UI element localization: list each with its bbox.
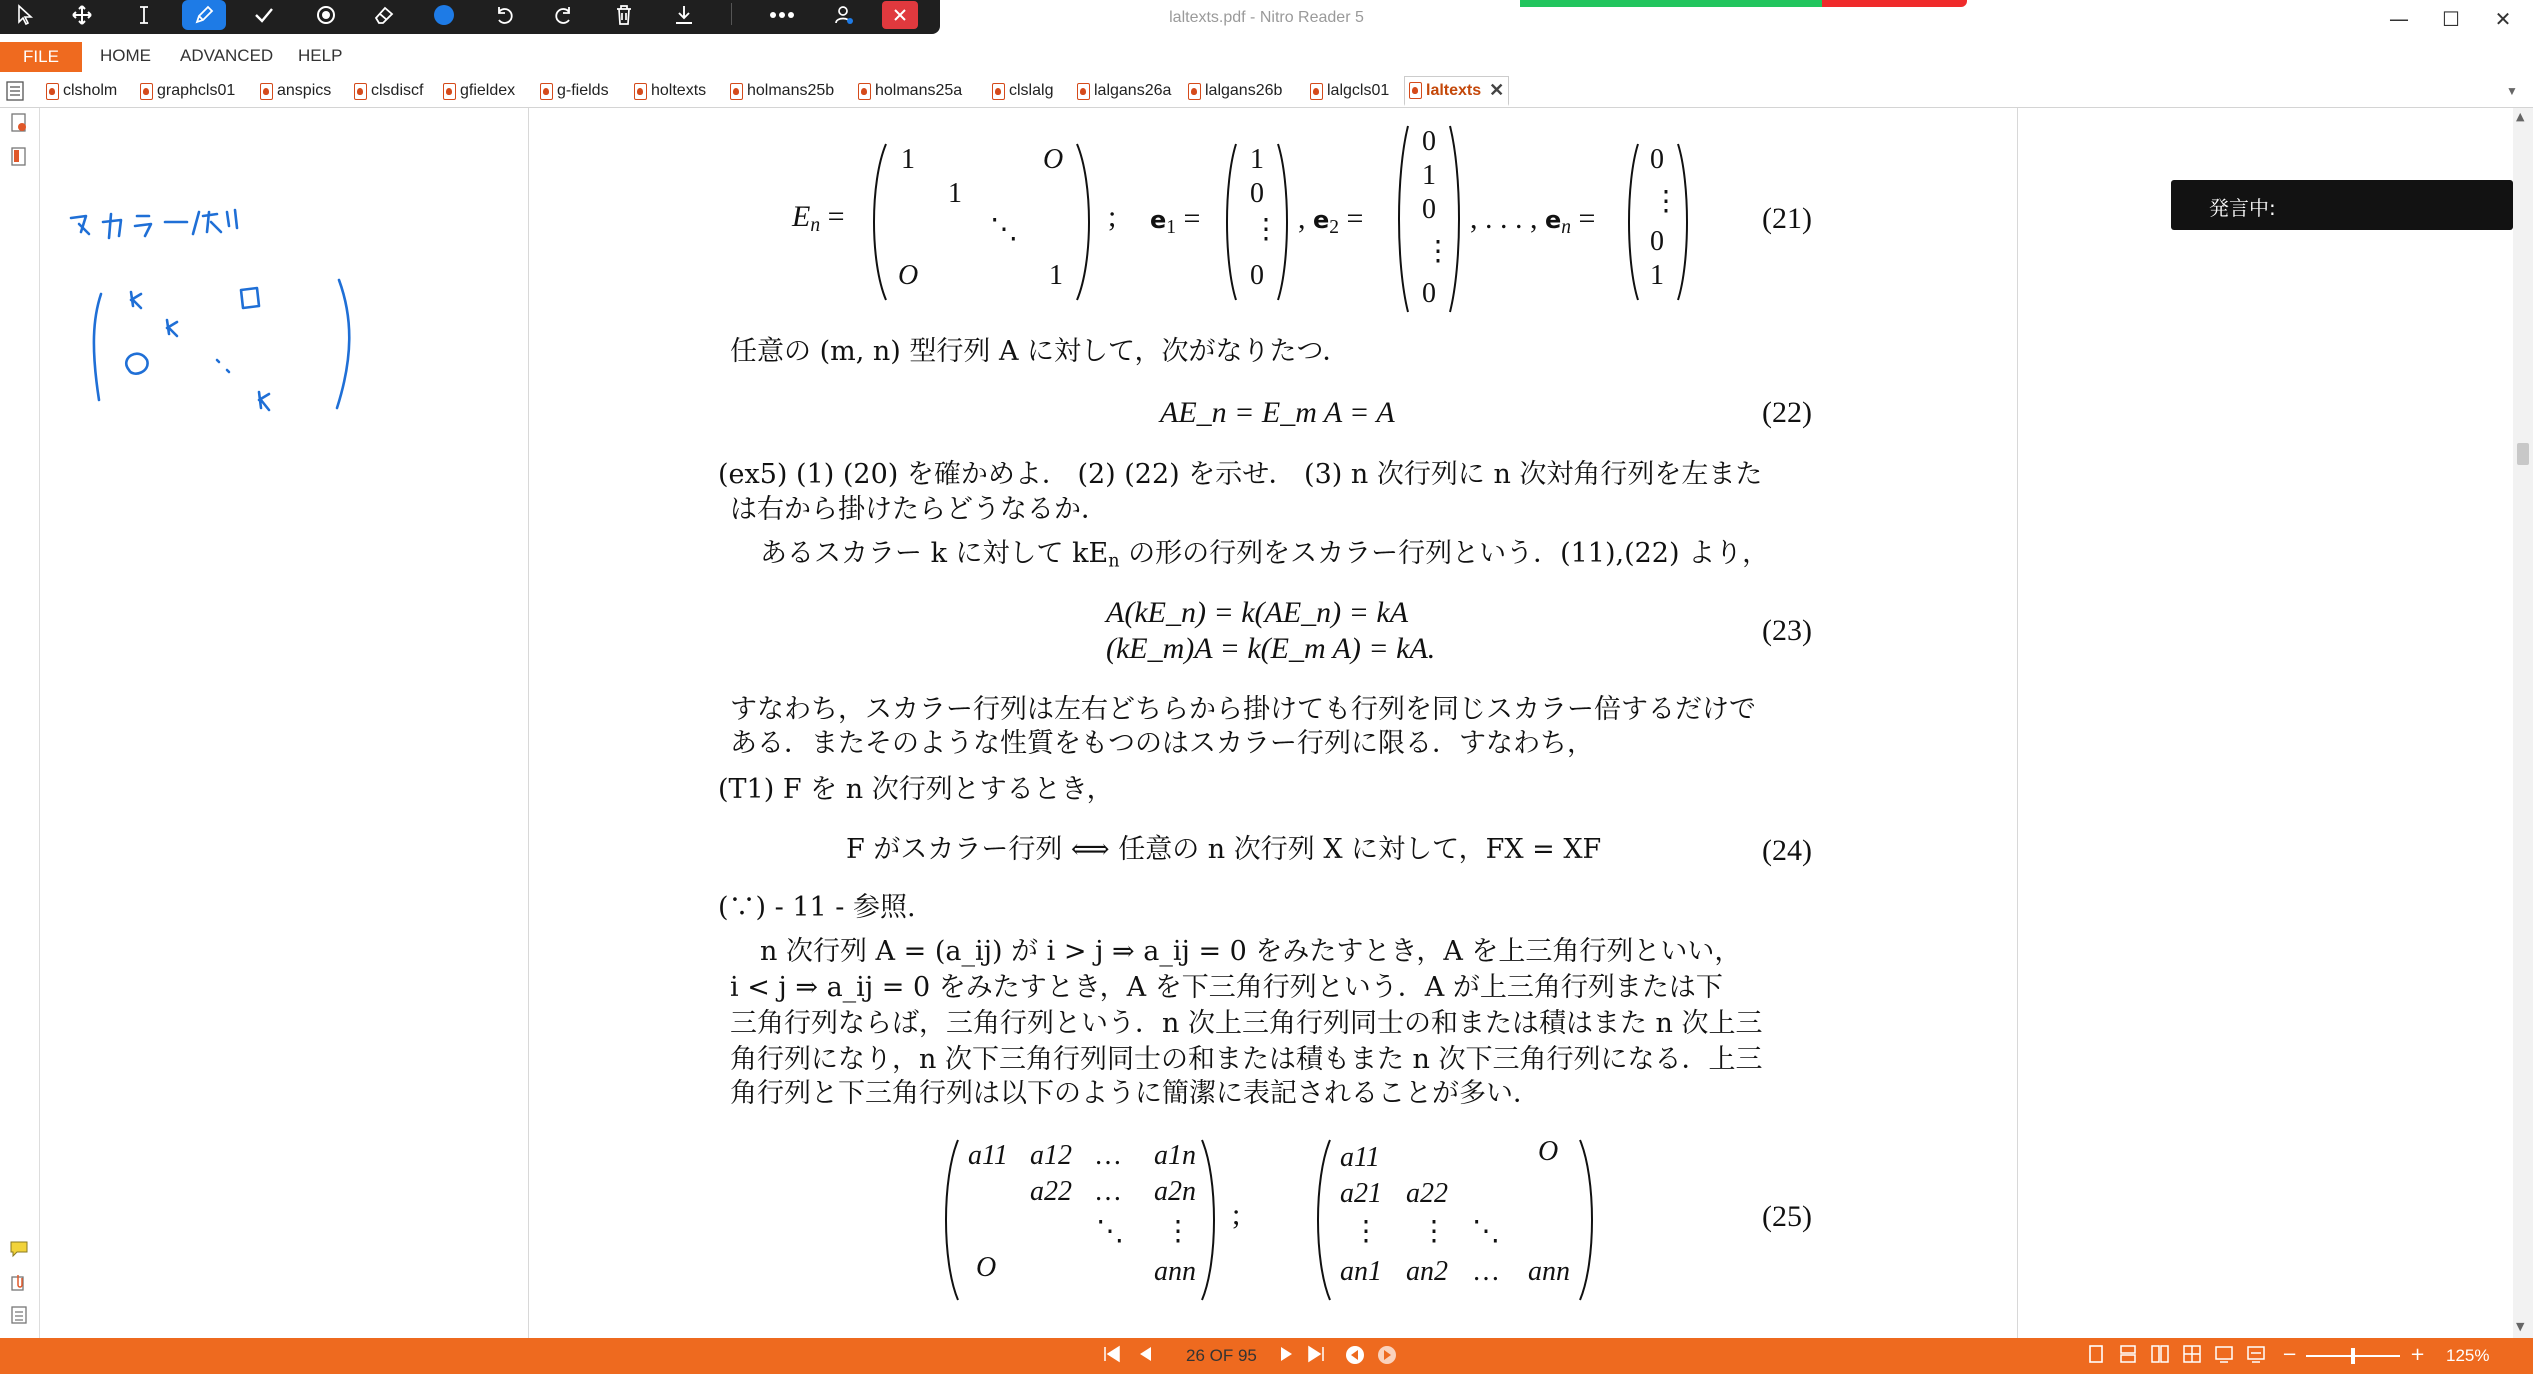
matrix-cell: 1 xyxy=(948,178,962,209)
paragraph-2: あるスカラー k に対して $kE_n$ の形の行列をスカラー行列という．(11),(22) より， xyxy=(760,538,1770,572)
first-page-icon[interactable] xyxy=(1102,1344,1122,1369)
matrix-cell: … xyxy=(1094,1176,1122,1207)
tab-holtexts[interactable]: holtexts xyxy=(634,76,706,106)
pdf-file-icon xyxy=(540,83,553,100)
matrix-cell: a22 xyxy=(1030,1176,1072,1207)
tab-list-icon[interactable] xyxy=(6,76,24,106)
paragraph-4-line-2: i < j ⇒ a_ij = 0 をみたすとき，A を下三角行列という．A が上三角行列または下 xyxy=(730,972,1723,1003)
matrix-cell: a1n xyxy=(1154,1140,1196,1171)
paragraph-3-line-1: すなわち，スカラー行列は左右どちらから掛けても行列を同じスカラー倍するだけで xyxy=(730,694,1756,725)
paragraph-3-line-2: ある．またそのような性質をもつのはスカラー行列に限る．すなわち， xyxy=(730,728,1594,759)
next-page-icon[interactable] xyxy=(1278,1344,1296,1369)
reference-note: (∵) - 11 - 参照. xyxy=(718,892,916,923)
right-paren xyxy=(1276,142,1292,302)
document-tab-bar xyxy=(0,74,2533,108)
pdf-file-icon xyxy=(858,83,871,100)
comments-panel-icon[interactable] xyxy=(8,1238,30,1260)
stamp-icon[interactable] xyxy=(306,0,346,30)
eraser-icon[interactable] xyxy=(364,0,404,30)
user-icon[interactable] xyxy=(824,0,864,30)
matrix-cell: a21 xyxy=(1340,1178,1382,1209)
matrix-cell: … xyxy=(1472,1256,1500,1287)
right-paren xyxy=(1200,1138,1220,1302)
eq21-lhs: $E_n$ = xyxy=(792,200,845,236)
single-page-view-icon[interactable] xyxy=(2086,1344,2106,1369)
paragraph-4-line-4: 角行列になり，n 次下三角行列同士の和または積もまた n 次下三角行列になる．上三 xyxy=(730,1044,1763,1075)
menu-help[interactable]: HELP xyxy=(298,46,343,65)
pen-toolbar xyxy=(0,0,940,34)
matrix-cell: ann xyxy=(1528,1256,1570,1287)
move-icon[interactable] xyxy=(62,0,102,30)
vector-cell: 0 xyxy=(1422,278,1436,309)
pdf-file-icon xyxy=(1310,83,1323,100)
tab-holmans25a[interactable]: holmans25a xyxy=(858,76,962,106)
semicolon: ; xyxy=(1232,1198,1241,1231)
pdf-file-icon xyxy=(634,83,647,100)
tab-holmans25b[interactable]: holmans25b xyxy=(730,76,834,106)
handwritten-scalar-matrix-sketch xyxy=(41,108,529,508)
tab-laltexts[interactable]: laltexts ✕ xyxy=(1404,76,1509,106)
tab-overflow-chevron-icon[interactable]: ▼ xyxy=(2506,84,2518,98)
matrix-cell: 1 xyxy=(901,144,915,175)
right-paren xyxy=(1448,124,1464,314)
left-paren xyxy=(1394,124,1410,314)
vector-cell: ⋮ xyxy=(1424,236,1452,267)
tab-lalgcls01[interactable]: lalgcls01 xyxy=(1310,76,1389,106)
menu-home[interactable]: HOME xyxy=(100,46,151,65)
menu-advanced[interactable]: ADVANCED xyxy=(180,46,274,65)
last-page-icon[interactable] xyxy=(1306,1344,1326,1369)
facing-continuous-view-icon[interactable] xyxy=(2182,1344,2202,1369)
paragraph-4-line-3: 三角行列ならば，三角行列という．n 次上三角行列同士の和または積はまた n 次上三 xyxy=(730,1008,1763,1039)
equation-23-line-1: A(kE_n) = k(AE_n) = kA xyxy=(1106,596,1409,629)
exercise-5-line-1: (ex5) (1) (20) を確かめよ． (2) (22) を示せ． (3) n 次行列に n 次対角行列を左また xyxy=(718,459,1763,490)
semicolon: ; xyxy=(1108,200,1117,233)
vector-cell: 0 xyxy=(1250,178,1264,209)
minimize-button[interactable]: — xyxy=(2389,7,2409,31)
close-window-button[interactable]: ✕ xyxy=(2494,7,2512,31)
right-paren xyxy=(1578,1138,1598,1302)
matrix-cell: ⋱ xyxy=(1472,1216,1500,1247)
speaking-indicator: 発言中: xyxy=(2171,180,2513,230)
recording-indicator xyxy=(1520,0,1967,7)
status-bar xyxy=(0,1338,2533,1374)
matrix-cell: a11 xyxy=(968,1140,1008,1171)
vector-cell: 0 xyxy=(1650,144,1664,175)
zoom-out-icon[interactable]: − xyxy=(2282,1344,2298,1365)
vector-cell: ⋮ xyxy=(1252,214,1280,245)
tab-graphcls01[interactable]: graphcls01 xyxy=(140,76,235,106)
pdf-file-icon xyxy=(992,83,1005,100)
tab-lalgans26b[interactable]: lalgans26b xyxy=(1188,76,1282,106)
matrix-cell: ⋱ xyxy=(1096,1216,1124,1247)
matrix-cell: an2 xyxy=(1406,1256,1448,1287)
vertical-scrollbar[interactable] xyxy=(2513,108,2533,1338)
color-dot-icon[interactable] xyxy=(424,0,464,30)
tab-g-fields[interactable]: g-fields xyxy=(540,76,609,106)
left-panel-rail xyxy=(0,108,40,1338)
tab-lalgans26a[interactable]: lalgans26a xyxy=(1077,76,1171,106)
continuous-view-icon[interactable] xyxy=(2118,1344,2138,1369)
close-tab-icon[interactable]: ✕ xyxy=(1489,80,1505,100)
download-icon[interactable] xyxy=(664,0,704,30)
equation-number-21: (21) xyxy=(1762,202,1812,235)
vector-cell: 0 xyxy=(1422,194,1436,225)
redo-icon[interactable] xyxy=(544,0,584,30)
matrix-cell: ann xyxy=(1154,1256,1196,1287)
pen-icon[interactable] xyxy=(182,0,226,30)
matrix-cell: ⋮ xyxy=(1164,1216,1192,1247)
menu-bar xyxy=(0,42,2533,72)
window-title: laltexts.pdf - Nitro Reader 5 xyxy=(1169,9,1364,26)
vector-cell: 1 xyxy=(1650,260,1664,291)
right-margin-area xyxy=(2019,108,2513,1338)
matrix-cell: O xyxy=(1043,144,1064,175)
pdf-file-icon xyxy=(46,83,59,100)
matrix-cell: ⋱ xyxy=(990,214,1018,245)
vector-cell: 0 xyxy=(1422,126,1436,157)
tab-clsdiscf[interactable]: clsdiscf xyxy=(354,76,423,106)
tab-anspics[interactable]: anspics xyxy=(260,76,331,106)
pdf-file-icon xyxy=(354,83,367,100)
handwritten-notes-panel[interactable] xyxy=(41,108,529,1338)
vector-cell: 0 xyxy=(1650,226,1664,257)
matrix-cell: an1 xyxy=(1340,1256,1382,1287)
tab-clsholm[interactable]: clsholm xyxy=(46,76,117,106)
tab-clslalg[interactable]: clslalg xyxy=(992,76,1053,106)
select-arrow-icon[interactable] xyxy=(6,0,46,30)
check-icon[interactable] xyxy=(244,0,284,30)
left-paren xyxy=(868,142,888,302)
theorem-t1: (T1) F を n 次行列とするとき， xyxy=(718,774,1114,805)
matrix-cell: a22 xyxy=(1406,1178,1448,1209)
scroll-down-icon[interactable]: ▼ xyxy=(2516,1320,2525,1333)
left-paren xyxy=(1222,142,1238,302)
zoom-level[interactable]: 125% xyxy=(2446,1346,2490,1365)
left-paren xyxy=(1312,1138,1332,1302)
undo-icon[interactable] xyxy=(484,0,524,30)
equation-24: F がスカラー行列 ⟺ 任意の n 次行列 X に対して，FX = XF xyxy=(846,834,1602,865)
zoom-slider-knob[interactable] xyxy=(2351,1348,2355,1364)
output-panel-icon[interactable] xyxy=(8,1304,30,1326)
pdf-file-icon xyxy=(1077,83,1090,100)
pages-panel-icon[interactable] xyxy=(8,112,30,134)
trash-icon[interactable] xyxy=(604,0,644,30)
vector-cell: ⋮ xyxy=(1652,186,1680,217)
pdf-file-icon xyxy=(1409,82,1422,99)
close-icon[interactable] xyxy=(882,1,918,29)
facing-view-icon[interactable] xyxy=(2150,1344,2170,1369)
pdf-file-icon xyxy=(730,83,743,100)
next-view-icon[interactable] xyxy=(1376,1344,1398,1371)
pdf-file-icon xyxy=(140,83,153,100)
equation-number-23: (23) xyxy=(1762,614,1812,647)
text-cursor-icon[interactable] xyxy=(124,0,164,30)
left-paren xyxy=(1624,142,1640,302)
right-paren xyxy=(1075,142,1095,302)
paragraph-4-line-1: n 次行列 A = (a_ij) が i > j ⇒ a_ij = 0 をみたすとき，A を上三角行列といい， xyxy=(760,936,1742,967)
paragraph-4-line-5: 角行列と下三角行列は以下のように簡潔に表記されることが多い． xyxy=(730,1078,1540,1109)
maximize-button[interactable]: ☐ xyxy=(2442,7,2460,31)
matrix-cell: a12 xyxy=(1030,1140,1072,1171)
matrix-cell: … xyxy=(1094,1140,1122,1171)
page-indicator[interactable]: 26 OF 95 xyxy=(1186,1346,1257,1365)
paragraph-1: 任意の (m, n) 型行列 A に対して，次がなりたつ． xyxy=(730,336,1350,367)
pdf-page-view[interactable] xyxy=(530,108,2018,1338)
matrix-cell: ⋮ xyxy=(1352,1216,1380,1247)
pdf-file-icon xyxy=(1188,83,1201,100)
pdf-file-icon xyxy=(443,83,456,100)
attachments-panel-icon[interactable] xyxy=(8,1272,30,1294)
equation-22: AE_n = E_m A = A xyxy=(1160,396,1395,429)
matrix-cell: O xyxy=(898,260,919,291)
fit-width-icon[interactable] xyxy=(2246,1344,2266,1369)
equation-23-line-2: (kE_m)A = k(E_m A) = kA. xyxy=(1106,632,1436,665)
left-paren xyxy=(940,1138,960,1302)
vector-cell: 1 xyxy=(1250,144,1264,175)
e2-label: , $e_2$ = xyxy=(1298,202,1364,238)
previous-page-icon[interactable] xyxy=(1136,1344,1154,1369)
more-icon[interactable] xyxy=(762,0,802,30)
right-paren xyxy=(1676,142,1692,302)
pdf-file-icon xyxy=(260,83,273,100)
matrix-cell: a2n xyxy=(1154,1176,1196,1207)
previous-view-icon[interactable] xyxy=(1344,1344,1366,1371)
vector-cell: 1 xyxy=(1422,160,1436,191)
fit-page-icon[interactable] xyxy=(2214,1344,2234,1369)
matrix-cell: ⋮ xyxy=(1420,1216,1448,1247)
zoom-in-icon[interactable]: + xyxy=(2410,1344,2426,1365)
e1-label: $e_1$ = xyxy=(1150,202,1201,238)
tab-gfieldex[interactable]: gfieldex xyxy=(443,76,515,106)
ellipsis: , . . . , $e_n$ = xyxy=(1470,202,1596,238)
exercise-5-line-2: は右から掛けたらどうなるか． xyxy=(730,494,1108,525)
menu-file[interactable]: FILE xyxy=(0,42,82,72)
matrix-cell: 1 xyxy=(1049,260,1063,291)
equation-number-22: (22) xyxy=(1762,396,1812,429)
equation-number-24: (24) xyxy=(1762,834,1812,867)
matrix-cell: a11 xyxy=(1340,1142,1380,1173)
bookmarks-panel-icon[interactable] xyxy=(8,146,30,168)
matrix-cell: O xyxy=(976,1252,997,1283)
equation-number-25: (25) xyxy=(1762,1200,1812,1233)
scroll-thumb[interactable] xyxy=(2517,443,2529,465)
matrix-cell: O xyxy=(1538,1136,1559,1167)
scroll-up-icon[interactable]: ▲ xyxy=(2516,110,2525,123)
vector-cell: 0 xyxy=(1250,260,1264,291)
